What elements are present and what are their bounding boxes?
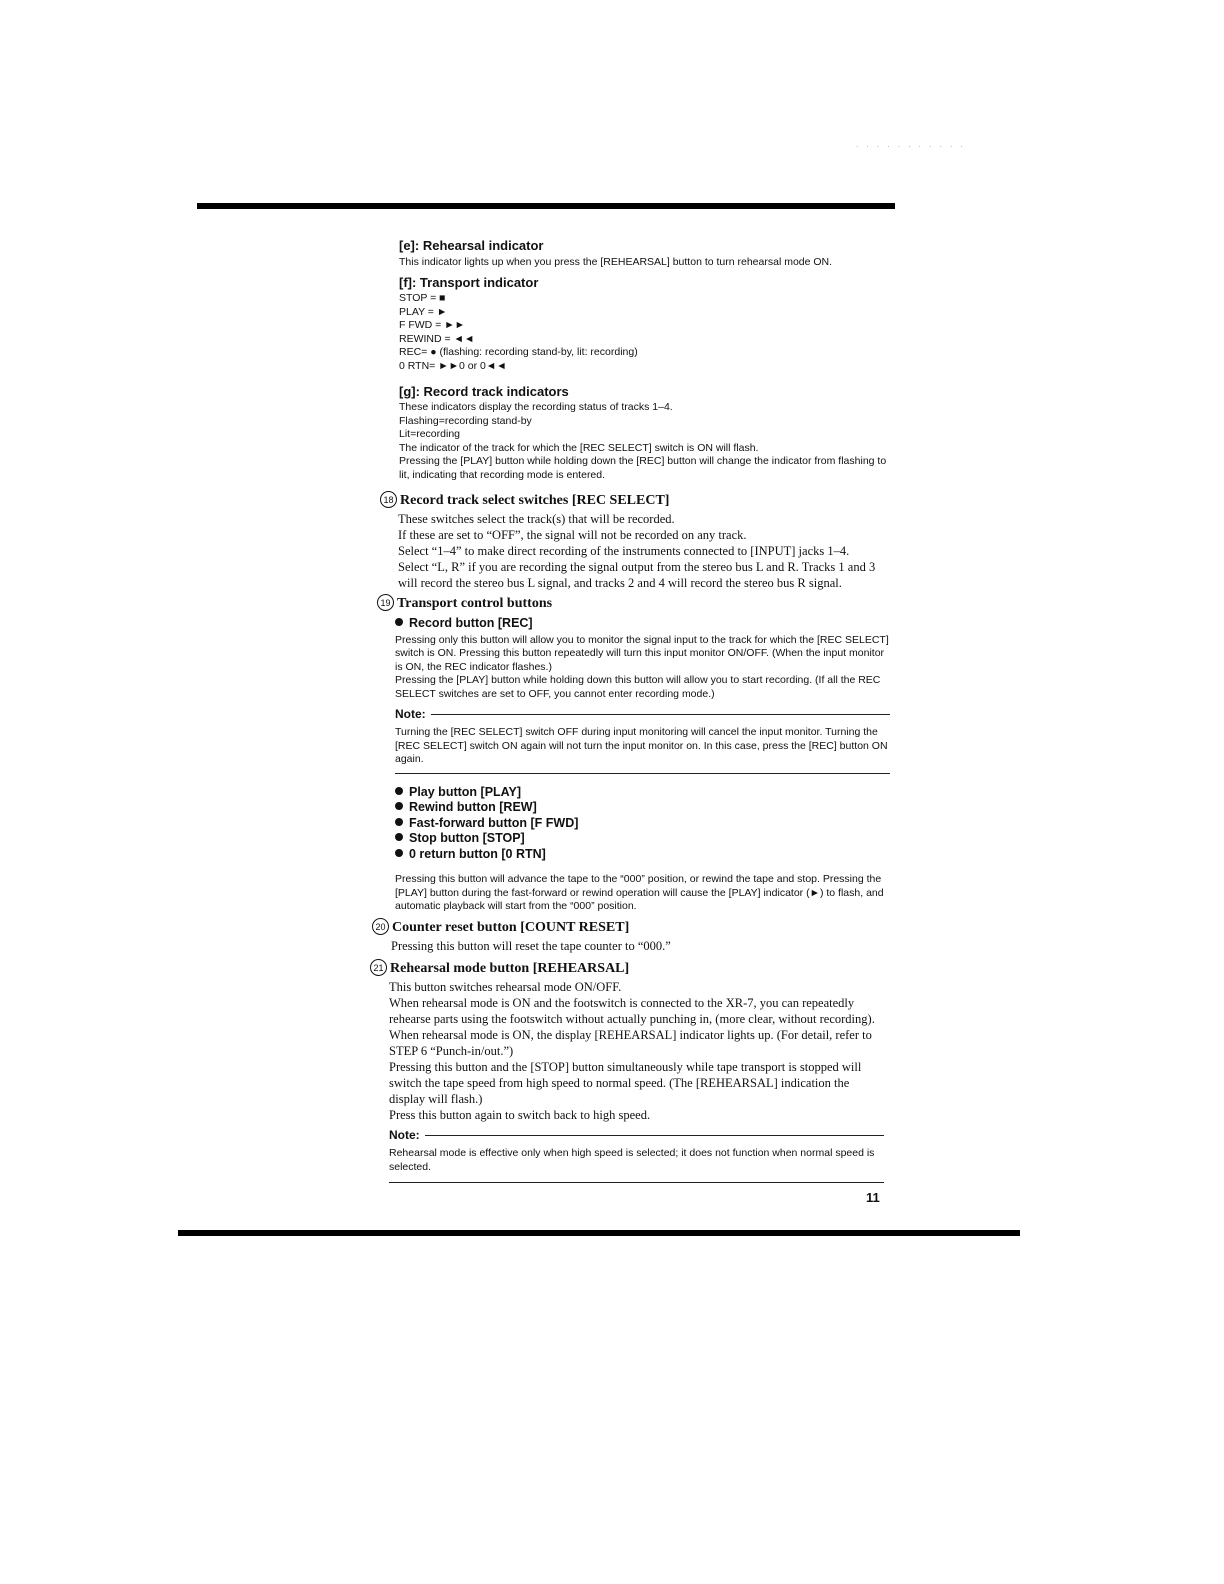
section-20-text: Pressing this button will reset the tape counter to “000.” bbox=[391, 939, 671, 953]
note-label: Note: bbox=[389, 1128, 420, 1142]
section-f bbox=[399, 275, 889, 373]
note-end-divider bbox=[389, 1182, 884, 1183]
stop-button-label: Stop button [STOP] bbox=[409, 831, 525, 845]
zero-return-button-label: 0 return button [0 RTN] bbox=[409, 846, 546, 861]
section-g-line: Flashing=recording stand-by bbox=[399, 414, 532, 427]
section-e-title: [e]: Rehearsal indicator bbox=[399, 238, 544, 253]
section-19 bbox=[377, 594, 890, 914]
section-21-number: 21 bbox=[370, 959, 387, 976]
note-text: Turning the [REC SELECT] switch OFF during input monitoring will cancel the input monitor. Turning the [REC SELECT] switch ON again will not turn the input monitor on. In this case, press the [REC] button ON again. bbox=[395, 726, 888, 765]
section-19-number: 19 bbox=[377, 594, 394, 611]
note-divider bbox=[425, 1135, 884, 1136]
section-19-heading bbox=[377, 594, 890, 613]
section-20-title: Counter reset button [COUNT RESET] bbox=[392, 920, 630, 935]
section-f-title: [f]: Transport indicator bbox=[399, 275, 539, 290]
note-divider bbox=[431, 714, 890, 715]
list-item bbox=[395, 800, 890, 816]
list-item bbox=[395, 847, 890, 863]
section-20 bbox=[372, 918, 885, 954]
section-g-title: [g]: Record track indicators bbox=[399, 384, 569, 399]
section-g-line: The indicator of the track for which the [REC SELECT] switch is ON will flash. bbox=[399, 441, 759, 454]
transport-ffwd: F FWD = ►► bbox=[399, 319, 465, 331]
section-18-number: 18 bbox=[380, 491, 397, 508]
section-e-text: This indicator lights up when you press the [REHEARSAL] button to turn rehearsal mode ON. bbox=[399, 256, 833, 268]
note-end-divider bbox=[395, 773, 890, 774]
section-g-line: These indicators display the recording status of tracks 1–4. bbox=[399, 401, 673, 413]
bottom-rule bbox=[178, 1230, 1020, 1236]
section-20-number: 20 bbox=[372, 918, 389, 935]
section-e bbox=[399, 238, 889, 270]
list-item bbox=[395, 816, 890, 832]
list-item bbox=[395, 785, 890, 801]
transport-rewind: REWIND = ◄◄ bbox=[399, 332, 475, 345]
ffwd-button-label: Fast-forward button [F FWD] bbox=[409, 815, 579, 830]
section-g-line: Pressing the [PLAY] button while holding down the [REC] button will change the indicator from flashing to lit, indicating that recording mode is entered. bbox=[399, 455, 887, 481]
bullet-dot-icon bbox=[395, 787, 403, 795]
page-number: 11 bbox=[866, 1190, 880, 1205]
note-label: Note: bbox=[395, 707, 426, 721]
rec-button-text: Pressing the [PLAY] button while holding down this button will allow you to start recording. (If all the REC SELECT switches are set to OFF, you cannot enter recording mode.) bbox=[395, 674, 881, 700]
section-21-line: Pressing this button and the [STOP] button simultaneously while tape transport is stopped will switch the tape speed from high speed to normal speed. (The [REHEARSAL] indication the display will flash.) bbox=[389, 1060, 862, 1106]
transport-rec: REC= ● (flashing: recording stand-by, lit: recording) bbox=[399, 346, 638, 358]
section-21-line: Press this button again to switch back to high speed. bbox=[389, 1108, 651, 1122]
rec-button-title: Record button [REC] bbox=[409, 616, 533, 630]
bullet-dot-icon bbox=[395, 618, 403, 626]
section-g-line: Lit=recording bbox=[399, 428, 460, 440]
section-18-line: Select “L, R” if you are recording the signal output from the stereo bus L and R. Tracks 1 and 3 will record the stereo bus L signal, and tracks 2 and 4 will record the stereo bus R signal. bbox=[398, 560, 876, 590]
section-18-title: Record track select switches [REC SELECT] bbox=[400, 493, 670, 508]
transport-button-list bbox=[395, 785, 890, 863]
section-20-heading bbox=[372, 918, 885, 937]
section-18 bbox=[380, 491, 893, 591]
section-18-line: These switches select the track(s) that will be recorded. bbox=[398, 512, 675, 526]
section-19-title: Transport control buttons bbox=[397, 596, 553, 611]
section-21-title: Rehearsal mode button [REHEARSAL] bbox=[390, 961, 630, 976]
transport-play: PLAY = ► bbox=[399, 305, 448, 318]
section-21-line: When rehearsal mode is ON and the footswitch is connected to the XR-7, you can repeatedly rehearse parts using the footswitch without actually punching in, (more clear, without recording). When rehearsal mode is ON, the display [REHEARSAL] indicator lights up. (For detail, refer to STEP 6 “Punch-in/out.”) bbox=[389, 996, 875, 1058]
rec-button-text: Pressing only this button will allow you to monitor the signal input to the track for which the [REC SELECT] switch is ON. Pressing this button repeatedly will turn this input monitor ON/OFF. (When the input monitor is ON, the REC indicator flashes.) bbox=[395, 633, 889, 673]
section-18-line: If these are set to “OFF”, the signal will not be recorded on any track. bbox=[398, 528, 747, 542]
bullet-dot-icon bbox=[395, 818, 403, 826]
section-21-heading bbox=[370, 959, 884, 978]
bullet-dot-icon bbox=[395, 849, 403, 857]
transport-buttons-text: Pressing this button will advance the tape to the “000” position, or rewind the tape and stop. Pressing the [PLAY] button during the fast-forward or rewind operation will cause the [PLAY] indicator (►) to flash, and automatic playback will start from the “000” position. bbox=[395, 873, 884, 912]
top-rule bbox=[197, 203, 895, 209]
transport-stop: STOP = ■ bbox=[399, 292, 446, 304]
section-21 bbox=[370, 959, 884, 1183]
list-item bbox=[395, 831, 890, 847]
play-button-label: Play button [PLAY] bbox=[409, 784, 522, 799]
transport-0rtn: 0 RTN= ►►0 or 0◄◄ bbox=[399, 359, 507, 372]
bullet-dot-icon bbox=[395, 802, 403, 810]
section-21-line: This button switches rehearsal mode ON/OFF. bbox=[389, 980, 622, 994]
scan-specks: . . . . . . . . . . . bbox=[856, 140, 966, 149]
section-18-line: Select “1–4” to make direct recording of the instruments connected to [INPUT] jacks 1–4. bbox=[398, 544, 850, 558]
bullet-dot-icon bbox=[395, 833, 403, 841]
rewind-button-label: Rewind button [REW] bbox=[409, 800, 537, 814]
section-18-heading bbox=[380, 491, 893, 510]
rec-button-heading bbox=[395, 616, 890, 632]
section-g bbox=[399, 384, 893, 482]
note-text: Rehearsal mode is effective only when high speed is selected; it does not function when normal speed is selected. bbox=[389, 1147, 875, 1173]
